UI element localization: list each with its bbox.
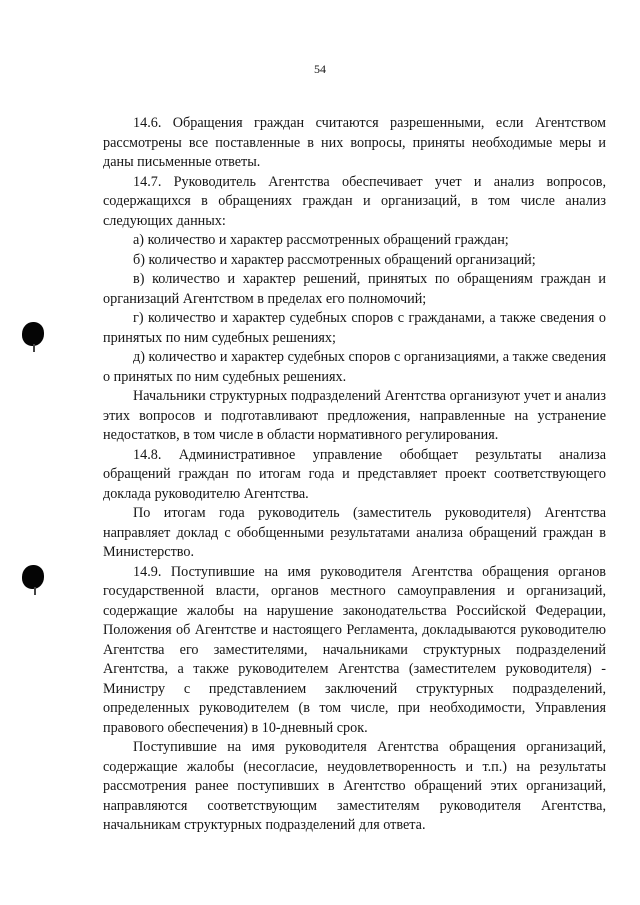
paragraph-14-8: 14.8. Административное управление обобщает результаты анализа обращений граждан по итогам года и представляет проект соответствующего доклада руководителю Агентства. <box>103 446 606 502</box>
list-item-v: в) количество и характер решений, принятых по обращениям граждан и организаций Агентством в пределах его полномочий; <box>103 271 606 307</box>
page-number: 54 <box>314 62 326 76</box>
punch-hole-mark <box>33 344 35 352</box>
paragraph-14-7: 14.7. Руководитель Агентства обеспечивает учет и анализ вопросов, содержащихся в обращениях граждан и организаций, в том числе анализ следующих данных: <box>103 173 606 229</box>
paragraph-annual-report: По итогам года руководитель (заместитель руководителя) Агентства направляет доклад с обобщенными результатами анализа обращений граждан в Министерство. <box>103 505 606 560</box>
document-body <box>103 114 606 836</box>
list-item-b: б) количество и характер рассмотренных обращений организаций; <box>133 251 536 268</box>
punch-hole-mark <box>22 322 44 346</box>
punch-hole-mark <box>22 565 44 589</box>
list-item-g: г) количество и характер судебных споров с гражданами, а также сведения о принятых по ним судебных решениях; <box>103 310 606 346</box>
paragraph-14-6: 14.6. Обращения граждан считаются разрешенными, если Агентством рассмотрены все поставленные в них вопросы, приняты необходимые меры и даны письменные ответы. <box>103 115 606 170</box>
list-item-d: д) количество и характер судебных споров с организациями, а также сведения о принятых по ним судебных решениях. <box>103 349 606 385</box>
paragraph-repeat-complaints: Поступившие на имя руководителя Агентства обращения организаций, содержащие жалобы (несогласие, неудовлетворенность и т.п.) на результаты рассмотрения ранее поступивших в Агентство обращений этих организаций, направляются соответствующим заместителям руководителя Агентства, начальникам структурных подразделений для ответа. <box>103 739 606 833</box>
paragraph-14-9: 14.9. Поступившие на имя руководителя Агентства обращения органов государственной власти, органов местного самоуправления и организаций, содержащие жалобы на нарушение законодательства Российской Федерации, Положения об Агентстве и настоящего Регламента, докладываются руководителю Агентства его заместителями, начальниками структурных подразделений Агентства, а также руководителем Агентства (заместителем руководителя) - Министру с представлением заключений структурных подразделений, определенных руководителем (в том числе, при необходимости, Управления правового обеспечения) в 10-дневный срок. <box>103 563 606 736</box>
list-item-a: а) количество и характер рассмотренных обращений граждан; <box>133 232 509 248</box>
paragraph-department-heads: Начальники структурных подразделений Агентства организуют учет и анализ этих вопросов и подготавливают предложения, направленные на устранение недостатков, в том числе в области нормативного регулирования. <box>103 388 606 443</box>
punch-hole-mark <box>34 587 36 595</box>
